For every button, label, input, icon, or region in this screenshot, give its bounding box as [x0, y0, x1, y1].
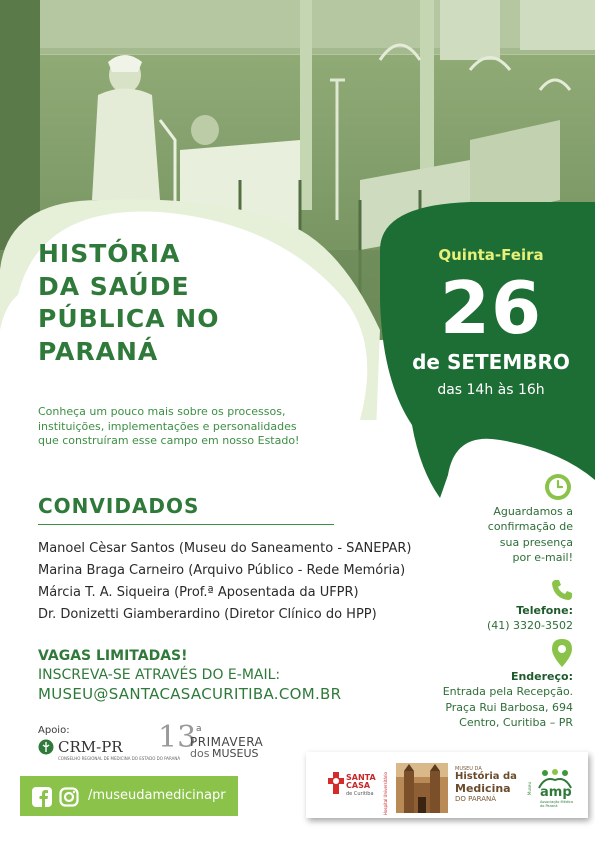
event-hours: das 14h às 16h [437, 382, 545, 398]
primavera-dos: dos [190, 747, 210, 760]
title-line: PARANÁ [38, 336, 159, 366]
santa-casa-tagline [383, 772, 389, 816]
address-line: Praça Rui Barbosa, 694 [445, 700, 573, 714]
event-intro [38, 405, 348, 449]
santa-casa-line: CASA [346, 781, 371, 790]
event-weekday: Quinta-Feira [438, 246, 544, 264]
primavera-number: 13 [158, 720, 197, 755]
santa-casa-line: de Curitiba [346, 791, 374, 797]
phone-info [487, 603, 573, 634]
phone-icon [550, 578, 574, 602]
registration-block [38, 647, 341, 704]
limited-seats-notice: VAGAS LIMITADAS! [38, 648, 188, 664]
address-line: Centro, Curitiba – PR [459, 715, 573, 729]
amp-caption: Associação Médica do Paraná [540, 800, 573, 808]
event-day: 26 [439, 266, 543, 350]
intro-line: Conheça um pouco mais sobre os processos, [38, 405, 286, 418]
address-line: Entrada pela Recepção. [442, 685, 573, 699]
support-label: Apoio: [38, 725, 70, 736]
primavera-word: PRIMAVERA [190, 735, 264, 749]
amp-tagline [527, 782, 535, 810]
title-line: HISTÓRIA [38, 239, 181, 268]
amp-name: amp [540, 785, 572, 800]
facebook-icon[interactable] [32, 787, 52, 807]
title-line: DA SAÚDE [38, 271, 190, 301]
address-info [443, 669, 573, 730]
museu-small: MUSEU DA [455, 766, 482, 772]
confirmation-line: sua presença [499, 535, 573, 549]
santa-casa-logo [346, 774, 376, 798]
amp-tag: Museu [527, 782, 532, 796]
museu-line: Medicina [455, 782, 511, 795]
event-month: de SETEMBRO [412, 350, 570, 374]
registration-instruction: INSCREVA-SE ATRAVÉS DO E-MAIL: [38, 667, 281, 683]
crm-name: CRM-PR [58, 738, 123, 756]
phone-label: Telefone: [516, 604, 573, 617]
clock-icon [543, 472, 573, 502]
event-title [38, 238, 219, 368]
registration-email[interactable]: MUSEU@SANTACASACURITIBA.COM.BR [38, 685, 342, 703]
santa-casa-line: SANTA [346, 773, 376, 782]
guests-heading: CONVIDADOS [38, 494, 200, 518]
confirmation-line: Aguardamos a [493, 505, 573, 518]
confirmation-line: confirmação de [487, 520, 573, 534]
confirmation-note [488, 504, 573, 565]
address-label: Endereço: [510, 670, 573, 683]
santa-casa-tag: Hospital Universitário [383, 772, 388, 816]
primavera-museus: MUSEUS [212, 747, 259, 760]
guest-item: Dr. Donizetti Giamberardino (Diretor Clínico do HPP) [38, 607, 377, 622]
intro-line: que construíram esse campo em nosso Estado! [38, 434, 300, 447]
crm-logo-icon [38, 739, 54, 755]
guests-list [38, 538, 412, 626]
santa-casa-cross-icon [328, 772, 344, 794]
phone-number[interactable]: (41) 3320-3502 [486, 619, 573, 633]
museu-state: DO PARANÁ [455, 795, 497, 803]
location-pin-icon [551, 638, 573, 668]
museum-building-image [396, 763, 448, 813]
guest-item: Marina Braga Carneiro (Arquivo Público - Rede Memória) [38, 563, 406, 578]
confirmation-line: por e-mail! [512, 550, 573, 564]
intro-line: instituições, implementações e personalidades [38, 419, 297, 433]
crm-subtitle: CONSELHO REGIONAL DE MEDICINA DO ESTADO DO PARANÁ [58, 756, 181, 761]
instagram-icon[interactable] [59, 787, 79, 807]
guests-divider [38, 524, 334, 525]
primavera-superscript: a [196, 724, 202, 734]
social-handle[interactable]: /museudamedicinapr [88, 788, 226, 803]
title-line: PÚBLICA NO [38, 304, 220, 333]
museu-line: História da [455, 771, 517, 782]
guest-item: Manoel Cèsar Santos (Museu do Saneamento - SANEPAR) [38, 541, 412, 556]
guest-item: Márcia T. A. Siqueira (Prof.ª Aposentada da UFPR) [38, 585, 359, 600]
